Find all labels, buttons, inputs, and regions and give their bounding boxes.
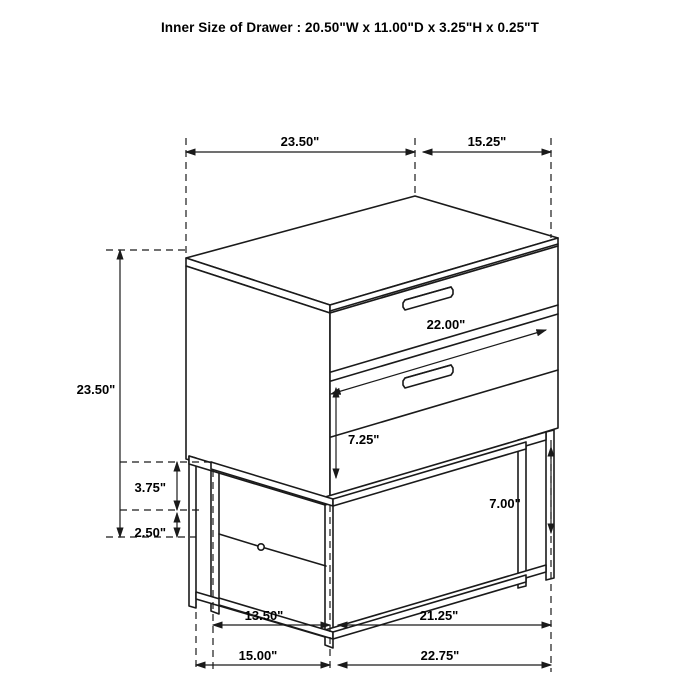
page-title: Inner Size of Drawer : 20.50"W x 11.00"D x 3.25"H x 0.25"T <box>160 20 540 35</box>
nightstand-drawing <box>186 196 558 648</box>
label-side-leg-span: 21.25" <box>419 608 459 623</box>
label-drawer-front-width: 22.00" <box>426 317 466 332</box>
label-base-upper-leg: 3.75" <box>134 480 166 495</box>
label-total-height: 23.50" <box>76 382 116 397</box>
label-drawer-front-height: 7.25" <box>348 432 380 447</box>
label-top-side-depth: 15.25" <box>467 134 507 149</box>
label-front-base-width: 15.00" <box>238 648 278 663</box>
label-side-leg-height: 7.00" <box>489 496 521 511</box>
label-base-lower-leg: 2.50" <box>134 525 166 540</box>
label-top-front-width: 23.50" <box>280 134 320 149</box>
label-overall-depth: 22.75" <box>420 648 460 663</box>
label-front-leg-span: 13.50" <box>244 608 284 623</box>
